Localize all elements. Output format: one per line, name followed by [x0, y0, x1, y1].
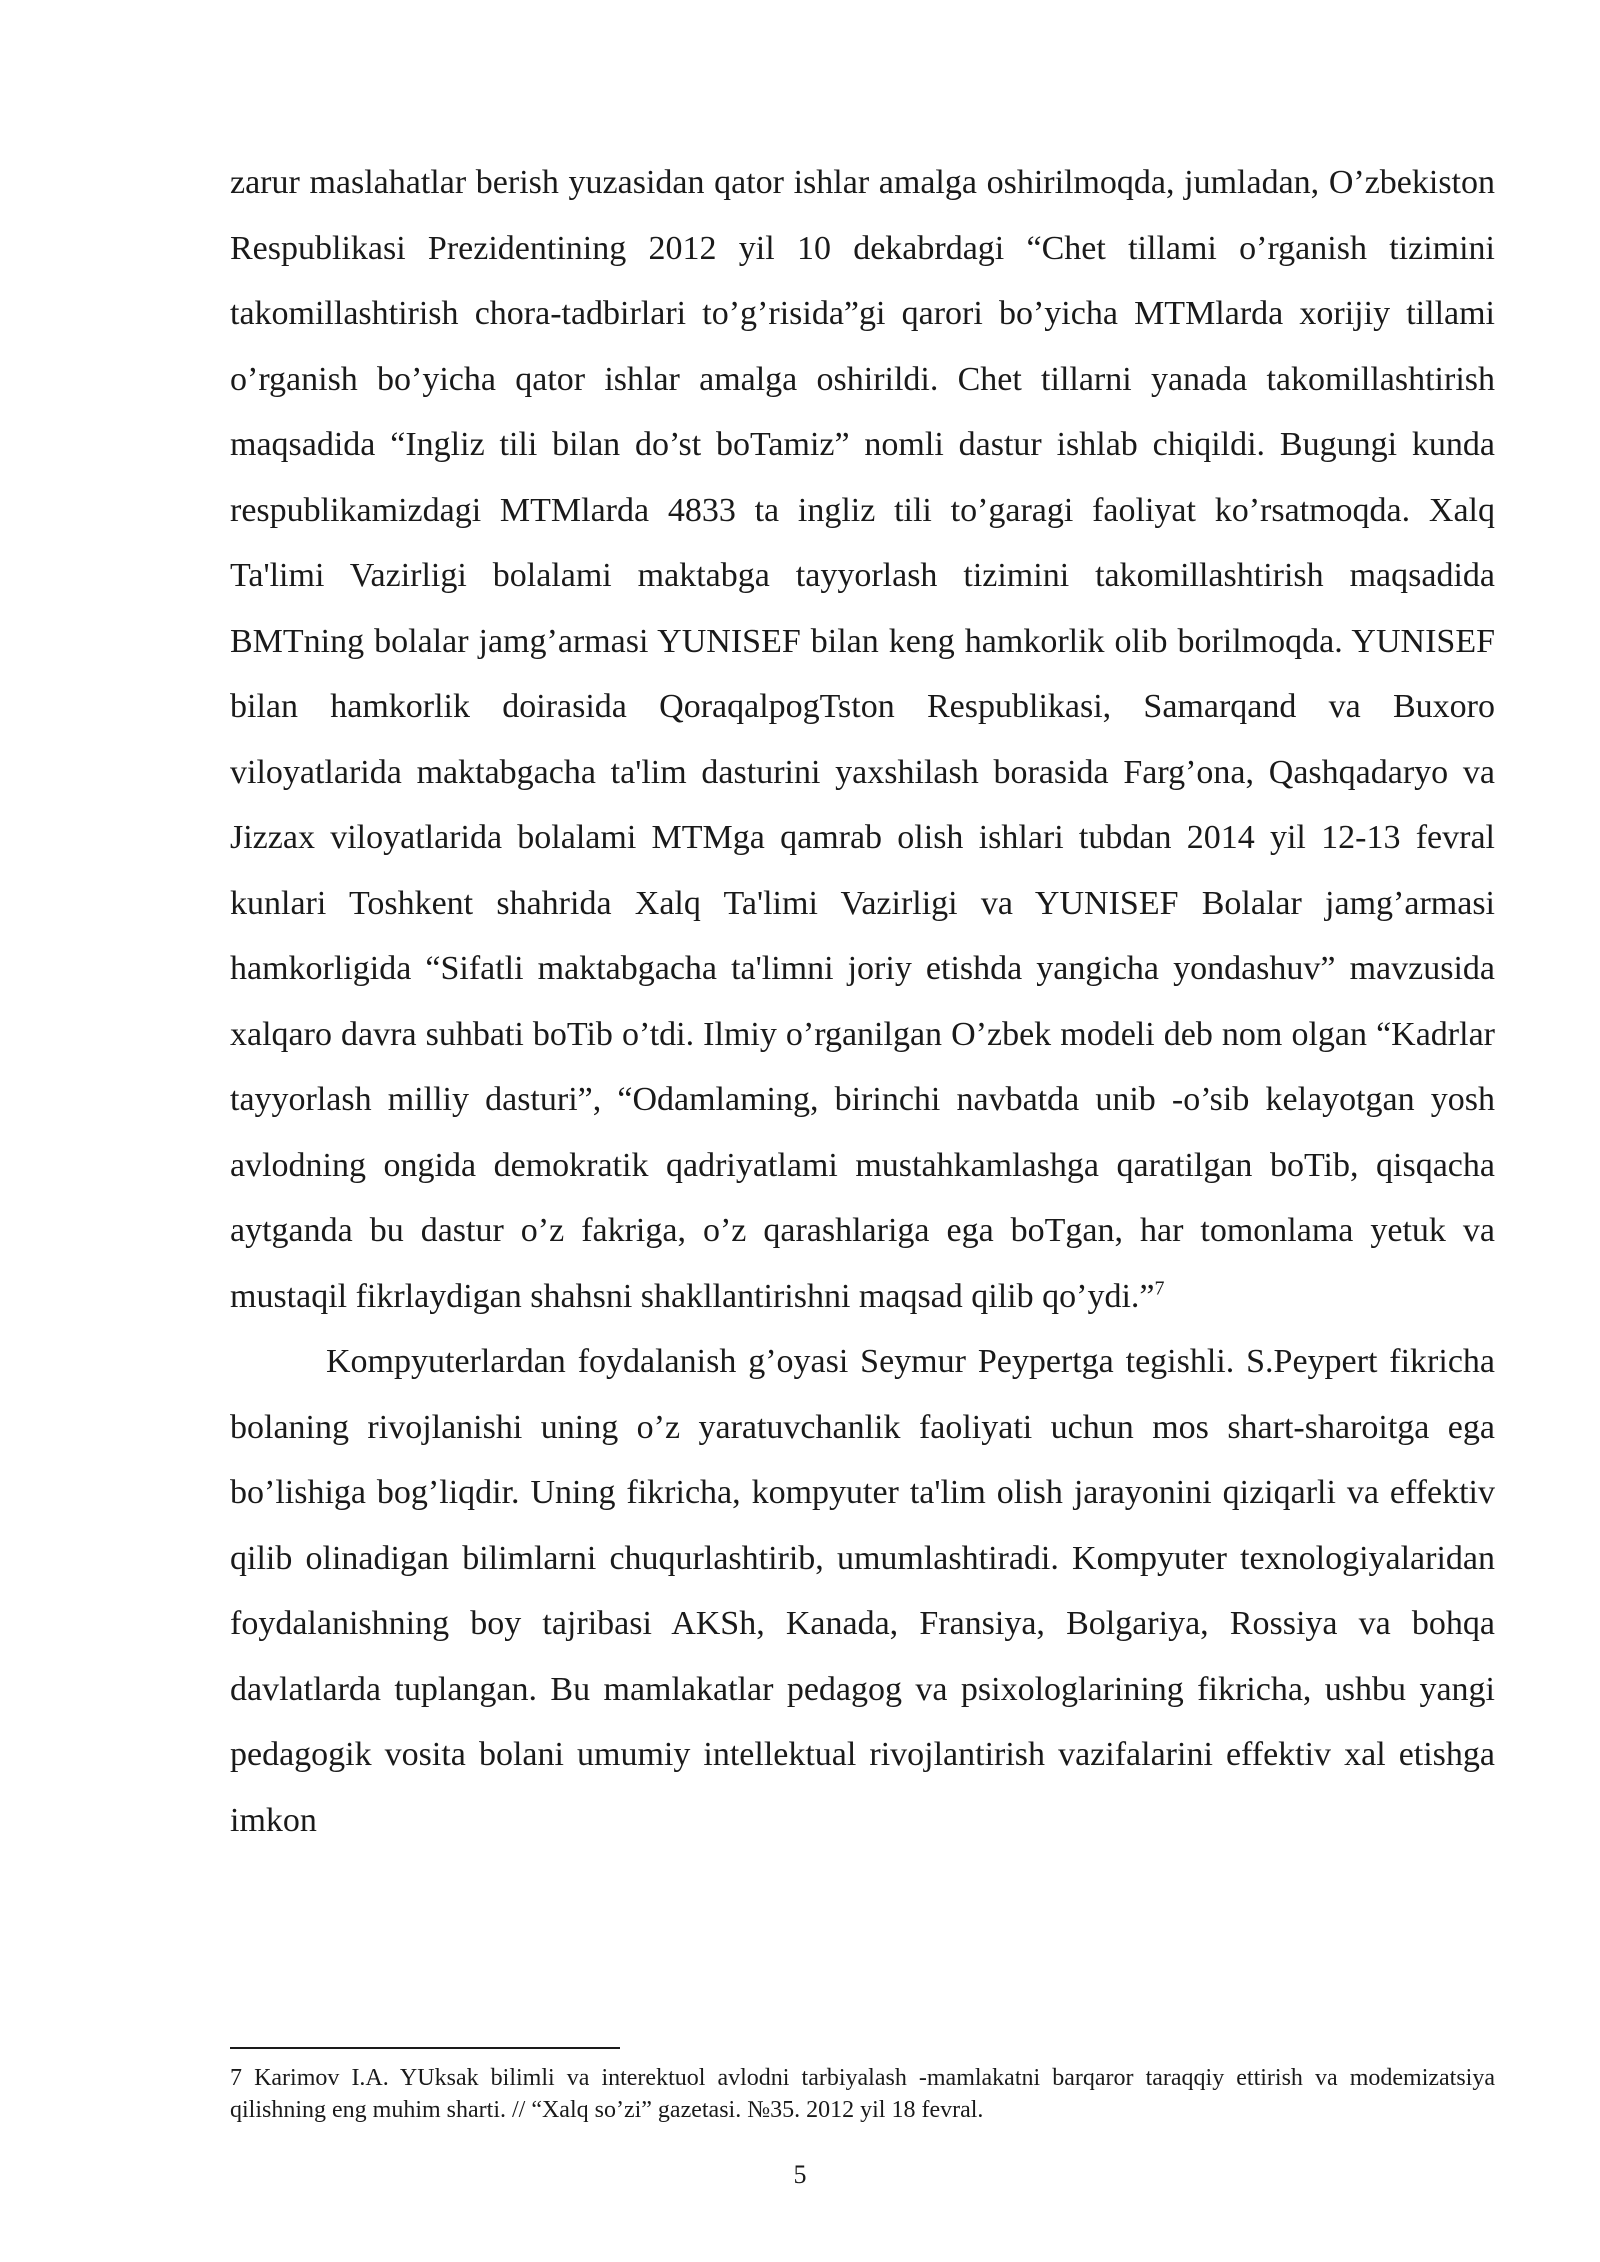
paragraph-1 — [230, 150, 1495, 1329]
paragraph-2-text: Kompyuterlardan foydalanish g’oyasi Seymur Peypertga tegishli. S.Peypert fikricha bolaning rivojlanishi uning o’z yaratuvchanlik faoliyati uchun mos shart-sharoitga ega bo’lishiga bog’liqdir. Uning fikricha, kompyuter ta'lim olish jarayonini qiziqarli va effektiv qilib olinadigan bilimlarni chuqurlashtirib, umumlashtiradi. Kompyuter texnologiyalaridan foydalanishning boy tajribasi AKSh, Kanada, Fransiya, Bolgariya, Rossiya va bohqa davlatlarda tuplangan. Bu mamlakatlar pedagog va psixologlarining fikricha, ushbu yangi pedagogik vosita bolani umumiy intellektual rivojlantirish vazifalarini effektiv xal etishga imkon — [230, 1343, 1495, 1839]
footnote-divider — [230, 2047, 620, 2049]
footnote-reference[interactable]: 7 — [1154, 1277, 1165, 1300]
paragraph-2 — [230, 1329, 1495, 1853]
page-number: 5 — [793, 2160, 807, 2189]
page-body — [230, 150, 1495, 1853]
paragraph-1-text: zarur maslahatlar berish yuzasidan qator ishlar amalga oshirilmoqda, jumladan, O’zbekiston Respublikasi Prezidentining 2012 yil 10 dekabrdagi “Chet tillami o’rganish tizimini takomillashtirish chora-tadbirlari to’g’risida”gi qarori bo’yicha MTMlarda xorijiy tillami o’rganish bo’yicha qator ishlar amalga oshirildi. Chet tillarni yanada takomillashtirish maqsadida “Ingliz tili bilan do’st boTamiz” nomli dastur ishlab chiqildi. Bugungi kunda respublikamizdagi MTMlarda 4833 ta ingliz tili to’garagi faoliyat ko’rsatmoqda. Xalq Ta'limi Vazirligi bolalami maktabga tayyorlash tizimini takomillashtirish maqsadida BMTning bolalar jamg’armasi YUNISEF bilan keng hamkorlik olib borilmoqda. YUNISEF bilan hamkorlik doirasida QoraqalpogTston Respublikasi, Samarqand va Buxoro viloyatlarida maktabgacha ta'lim dasturini yaxshilash borasida Farg’ona, Qashqadaryo va Jizzax viloyatlarida bolalami MTMga qamrab olish ishlari tubdan 2014 yil 12-13 fevral kunlari Toshkent shahrida Xalq Ta'limi Vazirligi va YUNISEF Bolalar jamg’armasi hamkorligida “Sifatli maktabgacha ta'limni joriy etishda yangicha yondashuv” mavzusida xalqaro davra suhbati boTib o’tdi. Ilmiy o’rganilgan O’zbek modeli deb nom olgan “Kadrlar tayyorlash milliy dasturi”, “Odamlaming, birinchi navbatda unib -o’sib kelayotgan yosh avlodning ongida demokratik qadriyatlami mustahkamlashga qaratilgan boTib, qisqacha aytganda bu dastur o’z fakriga, o’z qarashlariga ega boTgan, har tomonlama yetuk va mustaqil fikrlaydigan shahsni shakllantirishni maqsad qilib qo’ydi.” — [230, 164, 1495, 1315]
footnote-text: 7 Karimov I.A. YUksak bilimli va interektuol avlodni tarbiyalash -mamlakatni barqaror taraqqiy ettirish va modemizatsiya qilishning eng muhim sharti. // “Xalq so’zi” gazetasi. №35. 2012 yil 18 fevral. — [230, 2065, 1495, 2123]
